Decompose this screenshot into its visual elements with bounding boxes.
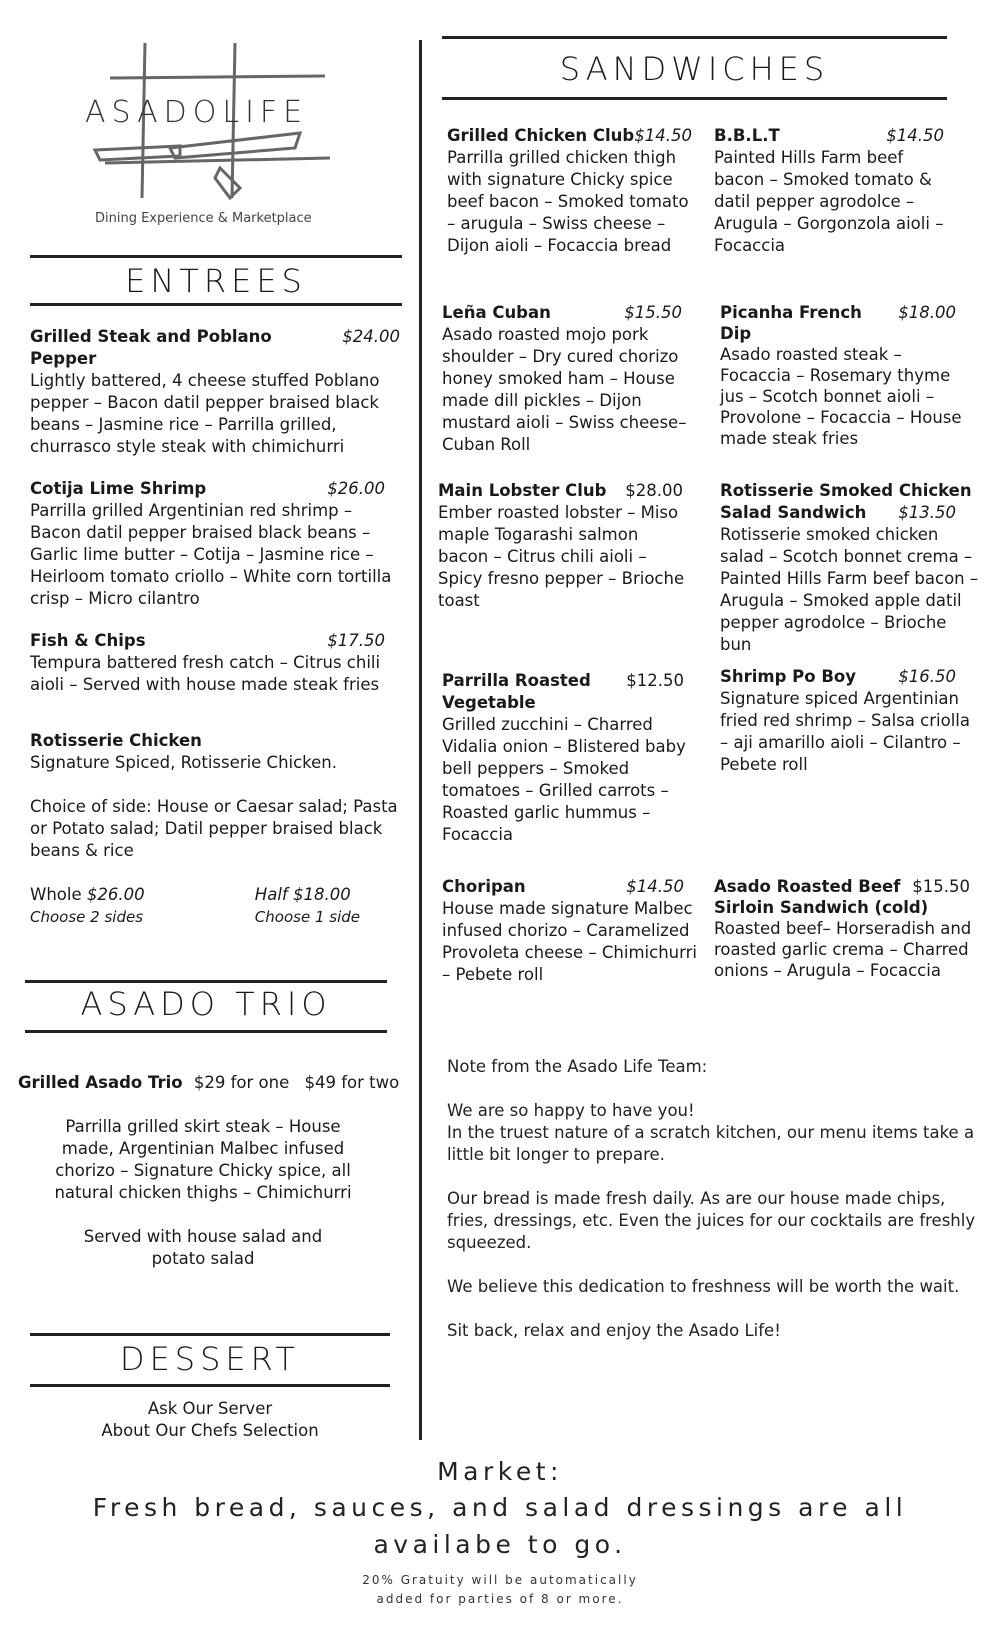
note-title: Note from the Asado Life Team: (447, 1057, 708, 1076)
item-name: Cotija Lime Shrimp (30, 479, 207, 498)
menu-item (447, 125, 692, 257)
item-price: $17.50 (327, 631, 385, 650)
item-price: $24.00 (342, 327, 400, 346)
half-label: Half (254, 885, 288, 904)
divider (25, 1030, 387, 1033)
item-name: Choripan (442, 877, 526, 896)
item-name-line2: Sirloin Sandwich (cold) (714, 898, 929, 917)
item-price-one: $29 for one (193, 1073, 290, 1092)
divider (25, 980, 387, 983)
dessert-heading: DESSERT (119, 1340, 301, 1378)
item-name: Grilled Chicken Club (447, 126, 635, 145)
logo-crossed-knives-icon (60, 38, 360, 238)
dessert-line: Ask Our Server (147, 1399, 273, 1418)
item-name: B.B.L.T (714, 126, 780, 145)
dessert-note (30, 1398, 390, 1442)
half-price: $18.00 (292, 885, 351, 904)
item-name: Shrimp Po Boy (720, 667, 857, 686)
whole-price: $26.00 (86, 885, 145, 904)
item-description: House made signature Malbec infused chorizo – Caramelized Provoleta cheese – Chimichurri – Pebete roll (442, 899, 697, 984)
note-paragraph: Our bread is made fresh daily. As are our house made chips, fries, dressings, etc. Even the juices for our cocktails are freshly squeezed. (447, 1189, 976, 1252)
divider (30, 1333, 390, 1336)
menu-item (438, 480, 688, 612)
item-served: Served with house salad and potato salad (83, 1227, 323, 1268)
item-description: Parrilla grilled Argentinian red shrimp – Bacon datil pepper braised black beans – Garlic lime butter – Cotija – Jasmine rice – Heirloom tomato criollo – White corn tortilla crisp – Micro cilantro (30, 501, 392, 608)
gratuity-line: added for parties of 8 or more. (376, 1592, 624, 1606)
logo-wordmark: ASADOLIFE (85, 95, 309, 130)
item-price: $14.50 (634, 126, 692, 145)
menu-item (30, 630, 385, 696)
note-paragraph: In the truest nature of a scratch kitchen, our menu items take a little bit longer to prepare. (447, 1123, 975, 1164)
item-description: Asado roasted mojo pork shoulder – Dry cured chorizo honey smoked ham – House made dill pickles – Dijon mustard aioli – Swiss cheese– Cuban Roll (442, 325, 687, 454)
logo-tagline: Dining Experience & Marketplace (95, 211, 312, 226)
item-description: Grilled zucchini – Charred Vidalia onion – Blistered baby bell peppers – Smoked tomatoes – Grilled carrots – Roasted garlic hummus – Focaccia (442, 715, 686, 844)
entrees-heading: ENTREES (125, 262, 307, 300)
divider (442, 36, 947, 39)
item-name: Asado Roasted Beef (714, 877, 901, 896)
dessert-line: About Our Chefs Selection (101, 1421, 319, 1440)
item-price: $14.50 (886, 126, 944, 145)
menu-item (720, 302, 975, 449)
item-price: $18.00 (898, 303, 956, 322)
item-name: Parrilla Roasted (442, 671, 591, 690)
menu-item (30, 730, 405, 928)
asado-trio-heading: ASADO TRIO (80, 985, 332, 1023)
item-description: Signature spiced Argentinian fried red shrimp – Salsa criolla – aji amarillo aioli – Cilantro – Pebete roll (720, 689, 970, 774)
team-note (447, 1056, 977, 1364)
market-line: availabe to go. (373, 1530, 627, 1559)
market-line: Fresh bread, sauces, and salad dressings are all (92, 1493, 908, 1522)
menu-item (720, 480, 982, 656)
item-name: Main Lobster Club (438, 481, 607, 500)
item-description: Roasted beef– Horseradish and roasted garlic crema – Charred onions – Arugula – Focaccia (714, 919, 972, 980)
item-name-line2: Salad Sandwich (720, 503, 867, 522)
item-name: Fish & Chips (30, 631, 146, 650)
menu-item (30, 478, 392, 610)
market-title: Market: (437, 1457, 563, 1486)
item-description: Parrilla grilled chicken thigh with signature Chicky spice beef bacon – Smoked tomato – arugula – Swiss cheese – Dijon aioli – Focaccia bread (447, 148, 689, 255)
item-price: $15.50 (624, 303, 682, 322)
item-sides: Choice of side: House or Caesar salad; Pasta or Potato salad; Datil pepper braised black beans & rice (30, 797, 398, 860)
item-price-two: $49 for two (304, 1073, 400, 1092)
item-price: $28.00 (625, 481, 683, 500)
item-name: Picanha French Dip (720, 303, 862, 343)
item-price: $12.50 (626, 671, 684, 690)
item-price: $15.50 (912, 877, 970, 896)
divider (30, 255, 402, 258)
item-description: Signature Spiced, Rotisserie Chicken. (30, 753, 337, 772)
item-price: $26.00 (327, 479, 385, 498)
item-name-line2: Vegetable (442, 693, 536, 712)
note-paragraph: We believe this dedication to freshness will be worth the wait. (447, 1277, 960, 1296)
note-paragraph: Sit back, relax and enjoy the Asado Life! (447, 1321, 781, 1340)
item-name: Rotisserie Smoked Chicken (720, 481, 972, 500)
item-description: Parrilla grilled skirt steak – House made, Argentinian Malbec infused chorizo – Signature Chicky spice, all natural chicken thighs – Chimichurri (54, 1117, 352, 1202)
item-name: Leña Cuban (442, 303, 551, 322)
item-description: Tempura battered fresh catch – Citrus chili aioli – Served with house made steak fries (30, 653, 381, 694)
column-divider (419, 40, 422, 1440)
menu-item (442, 302, 707, 456)
item-description: Asado roasted steak – Focaccia – Rosemary thyme jus – Scotch bonnet aioli – Provolone – Focaccia – House made steak fries (720, 345, 962, 448)
item-description: Painted Hills Farm beef bacon – Smoked tomato & datil pepper agrodolce – Arugula – Gorgonzola aioli – Focaccia (714, 148, 944, 255)
item-description: Rotisserie smoked chicken salad – Scotch bonnet crema – Painted Hills Farm beef bacon – Arugula – Smoked apple datil pepper agrodolce – Brioche bun (720, 525, 979, 654)
divider (30, 1384, 390, 1387)
sandwiches-heading: SANDWICHES (559, 50, 830, 88)
menu-item (714, 125, 954, 257)
menu-item (442, 876, 700, 986)
menu-item (714, 876, 976, 981)
gratuity-line: 20% Gratuity will be automatically (362, 1573, 638, 1587)
item-name: Grilled Steak and Poblano Pepper (30, 327, 272, 368)
menu-item (442, 670, 687, 846)
whole-label: Whole (30, 885, 82, 904)
note-paragraph: We are so happy to have you! (447, 1101, 695, 1120)
item-description: Lightly battered, 4 cheese stuffed Poblano pepper – Bacon datil pepper braised black beans – Jasmine rice – Parrilla grilled, churrasco style steak with chimichurri (30, 371, 380, 456)
item-description: Ember roasted lobster – Miso maple Togarashi salmon bacon – Citrus chili aioli – Spicy fresno pepper – Brioche toast (438, 503, 685, 610)
item-name: Rotisserie Chicken (30, 731, 202, 750)
menu-item (18, 1072, 408, 1270)
item-name: Grilled Asado Trio (18, 1073, 183, 1092)
item-price: $13.50 (898, 503, 956, 522)
divider (30, 303, 402, 306)
menu-item (30, 326, 400, 458)
whole-note: Choose 2 sides (30, 908, 144, 926)
logo (60, 38, 360, 238)
item-price: $16.50 (898, 667, 956, 686)
half-note: Choose 1 side (254, 908, 360, 926)
divider (442, 97, 947, 100)
menu-item (720, 666, 975, 776)
item-price: $14.50 (626, 877, 684, 896)
